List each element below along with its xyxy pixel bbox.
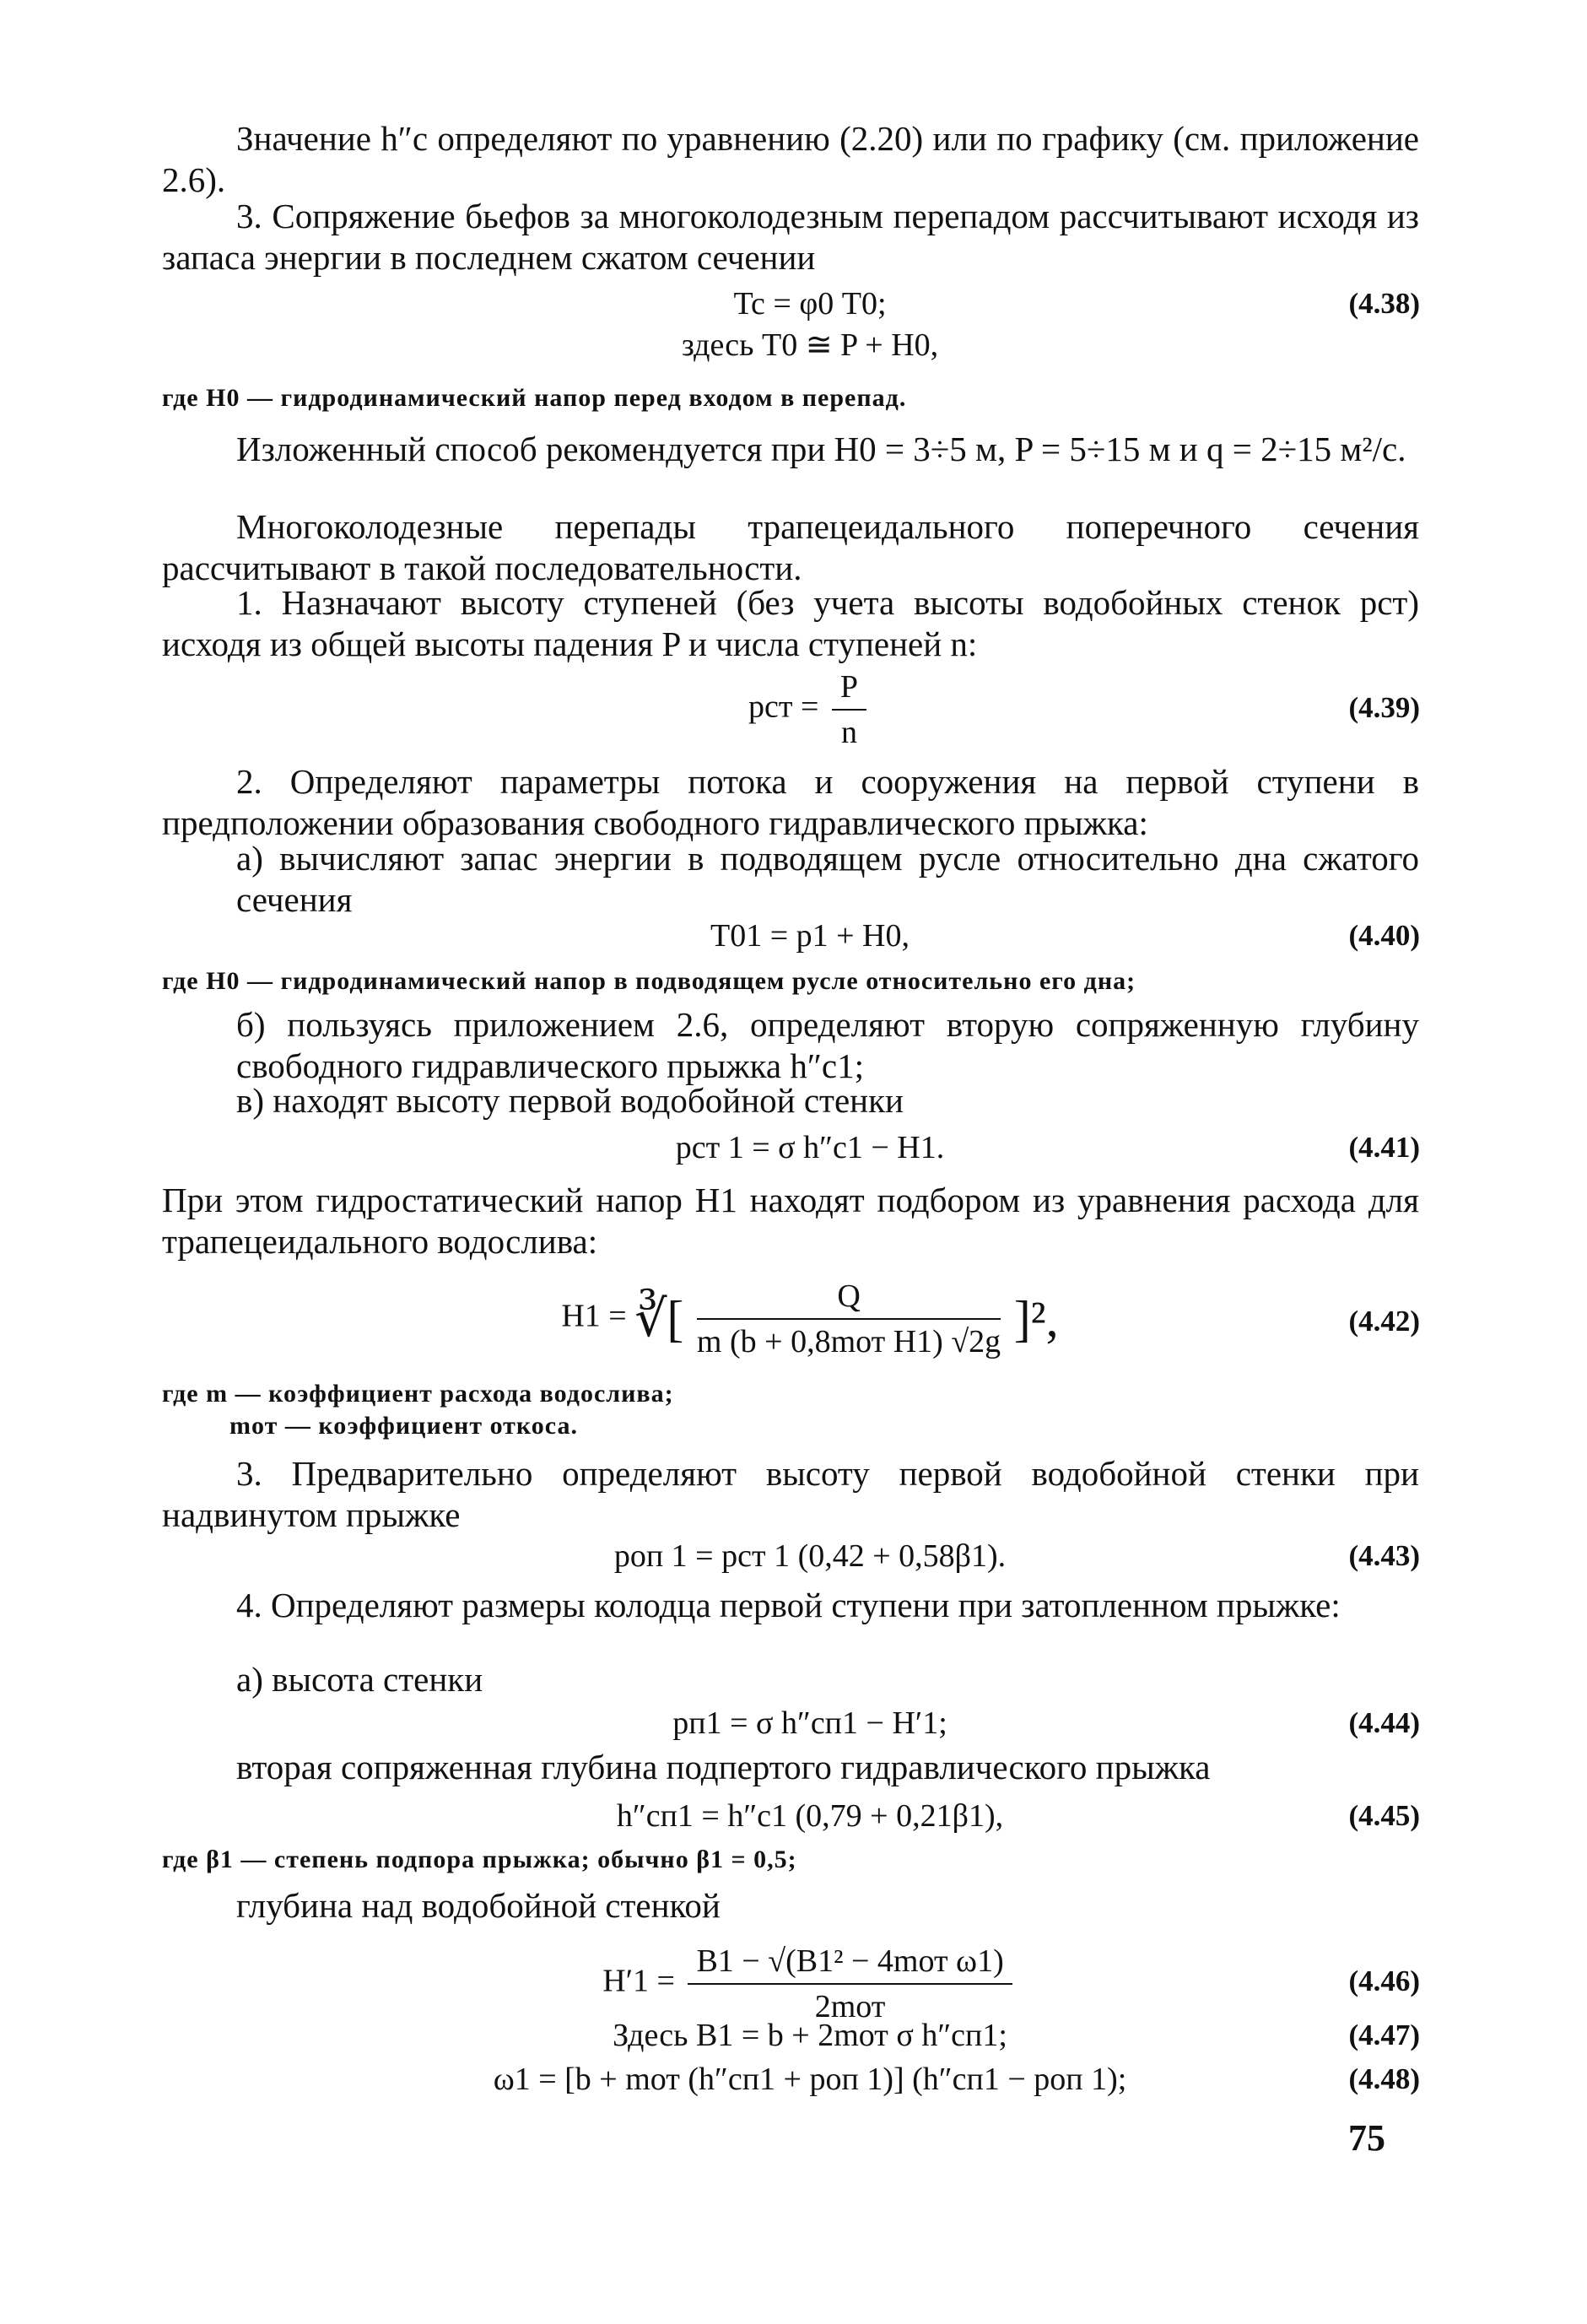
fraction-denominator: 2mот [814,1989,886,2024]
note-beta-backwater: где β1 — степень подпора прыжка; обычно β1 = 0,5; [162,1846,797,1873]
paragraph-value-hc: Значение h″с определяют по уравнению (2.20) или по графику (см. приложение 2.6). [162,119,1419,199]
equation-number-4-40: (4.40) [1348,919,1420,952]
equation-number-4-43: (4.43) [1348,1539,1420,1572]
paragraph-recommended-method: Изложенный способ рекомендуется при H0 = 3÷5 м, P = 5÷15 м и q = 2÷15 м²/с. [236,430,1406,468]
fraction-numerator: B1 − √(B1² − 4mот ω1) [688,1941,1012,1985]
paragraph-second-conjugate-depth: вторая сопряженная глубина подпертого гидравлического прыжка [236,1748,1211,1786]
paragraph-trapezoidal-drops: Многоколодезные перепады трапецеидального поперечного сечения рассчитывают в такой последовательности. [162,507,1419,587]
paragraph-depth-over-wall: глубина над водобойной стенкой [236,1886,721,1925]
paragraph-step1-heights: 1. Назначают высоту ступеней (без учета высоты водобойных стенок pст) исходя из общей высоты падения P и числа ступеней n: [162,583,1419,663]
equation-4-48: ω1 = [b + mот (h″сп1 + pоп 1)] (h″сп1 − pоп 1); [493,2062,1127,2097]
equation-number-4-45: (4.45) [1348,1799,1420,1832]
equation-4-45: h″сп1 = h″с1 (0,79 + 0,21β1), [616,1798,1004,1834]
equation-4-46-fraction [688,1941,1012,2027]
equation-4-42-lhs: H1 = [561,1298,627,1334]
equation-4-40: T01 = p1 + H0, [710,918,910,954]
equation-4-42 [321,1276,1299,1362]
paragraph-step2b: б) пользуясь приложением 2.6, определяют вторую сопряженную глубину свободного гидравлического прыжка h″с1; [236,1005,1419,1085]
equation-4-41: pст 1 = σ h″с1 − H1. [675,1130,945,1165]
equation-4-46-lhs: H′1 = [602,1963,675,1999]
equation-4-43: pоп 1 = pст 1 (0,42 + 0,58β1). [613,1538,1007,1574]
paragraph-step3-conjugation: 3. Сопряжение бьефов за многоколодезным перепадом рассчитывают исходя из запаса энергии в последнем сжатом сечении [162,197,1419,277]
note-mot-coefficient: mот — коэффициент откоса. [229,1412,578,1440]
equation-4-39-lhs: pст = [748,689,819,725]
equation-number-4-46: (4.46) [1348,1965,1420,1997]
cube-root-symbol: ∛[ [634,1291,684,1347]
equation-4-44: pп1 = σ h″сп1 − H′1; [672,1705,947,1741]
equation-number-4-47: (4.47) [1348,2019,1420,2051]
paragraph-step4a: а) высота стенки [236,1660,483,1699]
equation-4-47: Здесь B1 = b + 2mот σ h″сп1; [613,2018,1007,2053]
note-m-coefficient: где m — коэффициент расхода водослива; [162,1380,674,1408]
equation-4-38: Tc = φ0 T0; [733,286,887,322]
page-number: 75 [1348,2117,1385,2159]
paragraph-step4-well-sizes: 4. Определяют размеры колодца первой ступени при затопленном прыжке: [236,1586,1341,1624]
equation-number-4-41: (4.41) [1348,1131,1420,1164]
equation-number-4-38: (4.38) [1348,287,1420,320]
equation-4-46 [321,1941,1299,2027]
paragraph-step2-parameters: 2. Определяют параметры потока и сооружения на первой ступени в предположении образования свободного гидравлического прыжка: [162,762,1419,842]
equation-4-39-fraction [832,667,866,753]
fraction-numerator: P [832,667,866,711]
equation-number-4-44: (4.44) [1348,1706,1420,1739]
equation-number-4-42: (4.42) [1348,1305,1420,1338]
note-h0-approach-channel: где H0 — гидродинамический напор в подводящем русле относительно его дна; [162,967,1136,995]
equation-number-4-48: (4.48) [1348,2062,1420,2095]
paragraph-step2c: в) находят высоту первой водобойной стенки [236,1081,904,1120]
fraction-denominator: n [840,715,857,750]
note-h0-definition: где H0 — гидродинамический напор перед входом в перепад. [162,384,907,412]
equation-4-39 [321,667,1299,753]
equation-4-42-fraction [697,1276,1001,1362]
equation-number-4-39: (4.39) [1348,691,1420,724]
fraction-numerator: Q [697,1276,1001,1320]
paragraph-hydrostatic-head: При этом гидростатический напор H1 находят подбором из уравнения расхода для трапецеидального водослива: [162,1181,1419,1261]
bracket-squared-symbol: ]², [1013,1291,1059,1347]
fraction-denominator: m (b + 0,8mот H1) √2g [696,1324,1001,1359]
paragraph-step3-preliminary: 3. Предварительно определяют высоту первой водобойной стенки при надвинутом прыжке [162,1454,1419,1534]
equation-4-38-here: здесь T0 ≅ P + H0, [681,327,939,363]
paragraph-step2a: а) вычисляют запас энергии в подводящем русле относительно дна сжатого сечения [236,839,1419,919]
